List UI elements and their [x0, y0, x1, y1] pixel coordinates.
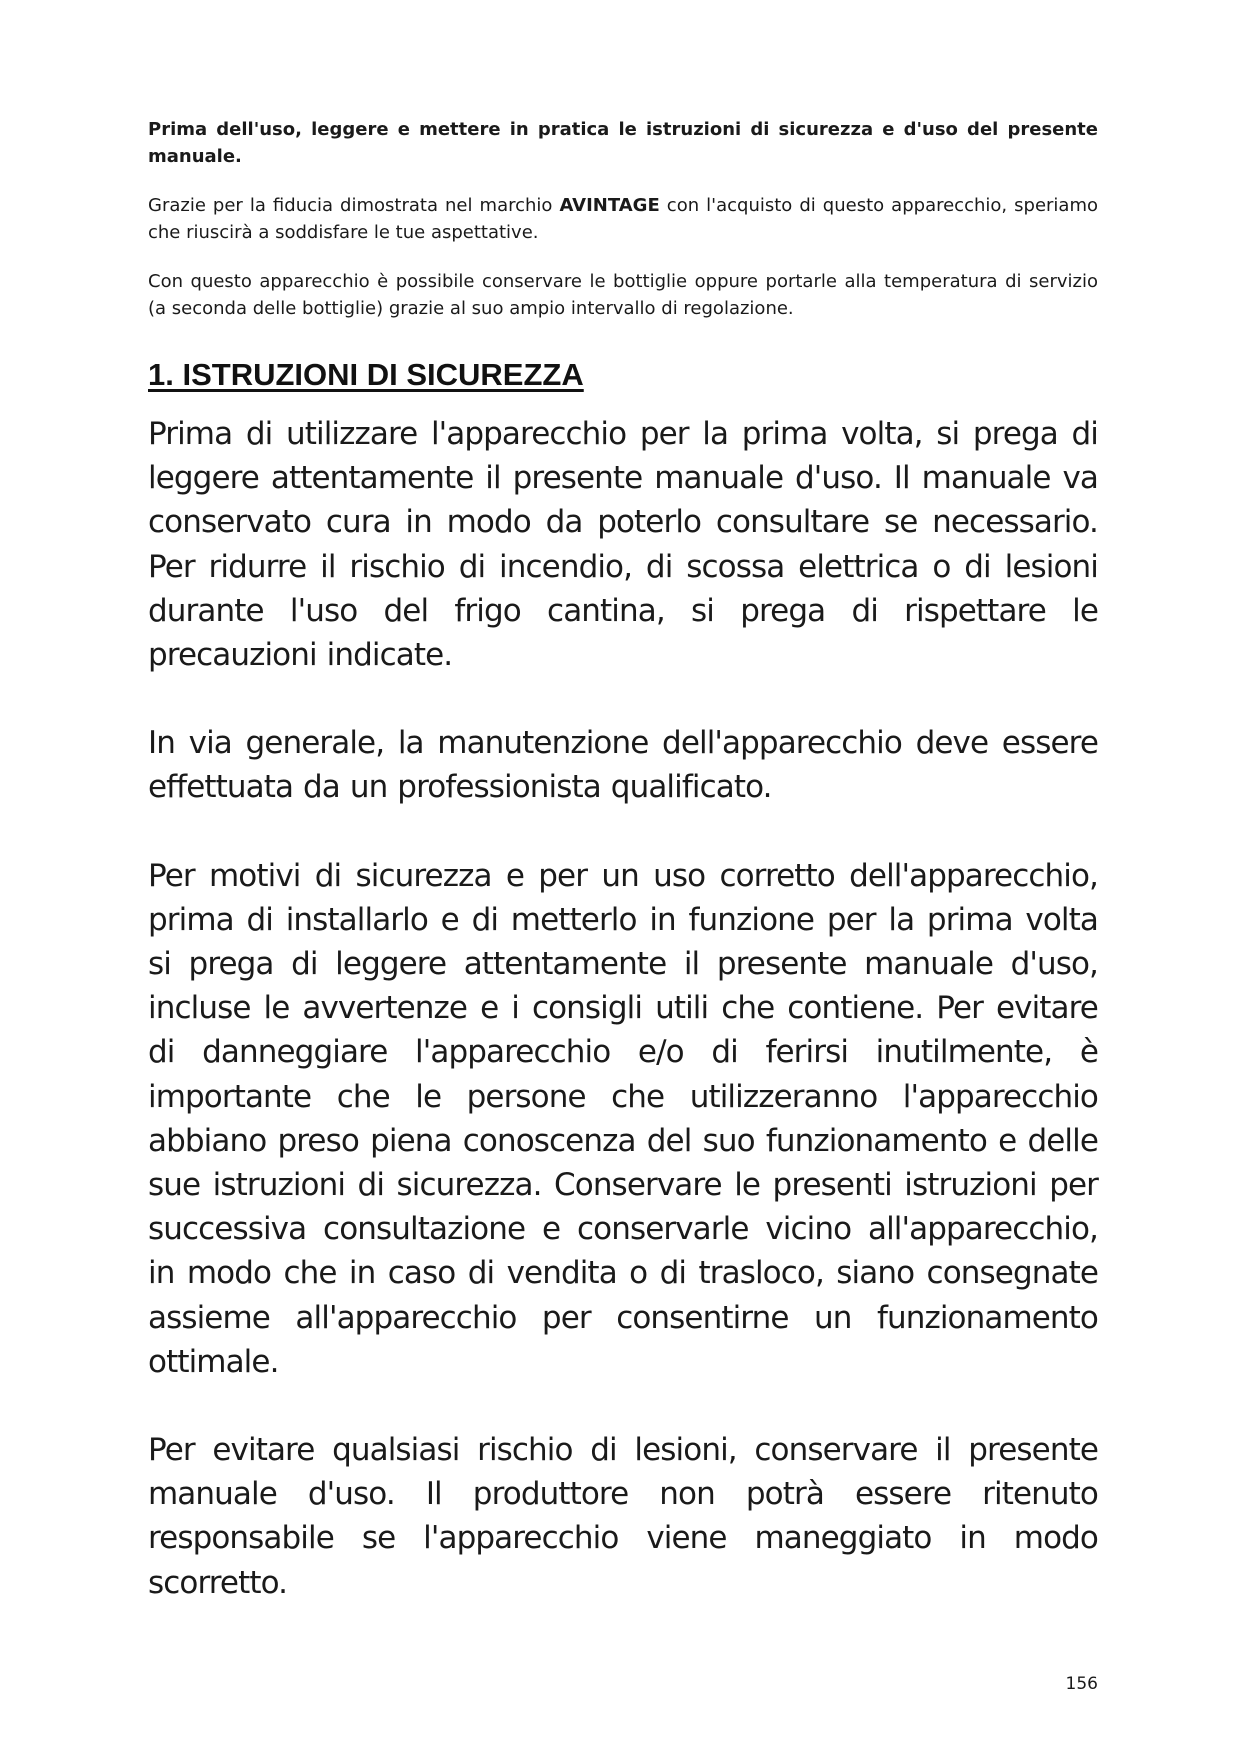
safety-notice: Prima dell'uso, leggere e mettere in pratica le istruzioni di sicurezza e d'uso del presente manuale. [148, 119, 1098, 167]
body-paragraph-1: Prima di utilizzare l'apparecchio per la prima volta, si prega di leggere attentamente il presente manuale d'uso. Il manuale va conservato cura in modo da poterlo consultare se necessario. Per ridurre il rischio di incendio, di scossa elettrica o di lesioni durante l'uso del frigo cantina, si prega di rispettare le precauzioni indicate. [148, 416, 1098, 674]
section-heading: 1. ISTRUZIONI DI SICUREZZA [148, 357, 584, 392]
thanks-text-end: con l'acquisto di questo apparecchio, speriamo che riuscirà a soddisfare le tue aspettative. [148, 195, 1099, 243]
body-paragraph-2: In via generale, la manutenzione dell'apparecchio deve essere effettuata da un professionista qualificato. [148, 725, 1098, 806]
document-page [148, 116, 1098, 1649]
thanks-paragraph [148, 192, 1098, 246]
usage-paragraph: Con questo apparecchio è possibile conservare le bottiglie oppure portarle alla temperatura di servizio (a seconda delle bottiglie) grazie al suo ampio intervallo di regolazione. [148, 271, 1098, 319]
page-number: 156 [1065, 1674, 1098, 1694]
body-paragraph-4: Per evitare qualsiasi rischio di lesioni, conservare il presente manuale d'uso. Il produttore non potrà essere ritenuto responsabile se l'apparecchio viene maneggiato in modo scorretto. [148, 1432, 1098, 1601]
body-paragraph-3: Per motivi di sicurezza e per un uso corretto dell'apparecchio, prima di installarlo e di metterlo in funzione per la prima volta si prega di leggere attentamente il presente manuale d'uso, incluse le avvertenze e i consigli utili che contiene. Per evitare di danneggiare l'apparecchio e/o di ferirsi inutilmente, è importante che le persone che utilizzeranno l'apparecchio abbiano preso piena conoscenza del suo funzionamento e delle sue istruzioni di sicurezza. Conservare le presenti istruzioni per successiva consultazione e conservarle vicino all'apparecchio, in modo che in caso di vendita o di trasloco, siano consegnate assieme all'apparecchio per consentirne un funzionamento ottimale. [148, 857, 1098, 1380]
thanks-text-start: Grazie per la fiducia dimostrata nel marchio [148, 195, 560, 216]
brand-name: AVINTAGE [559, 195, 660, 216]
